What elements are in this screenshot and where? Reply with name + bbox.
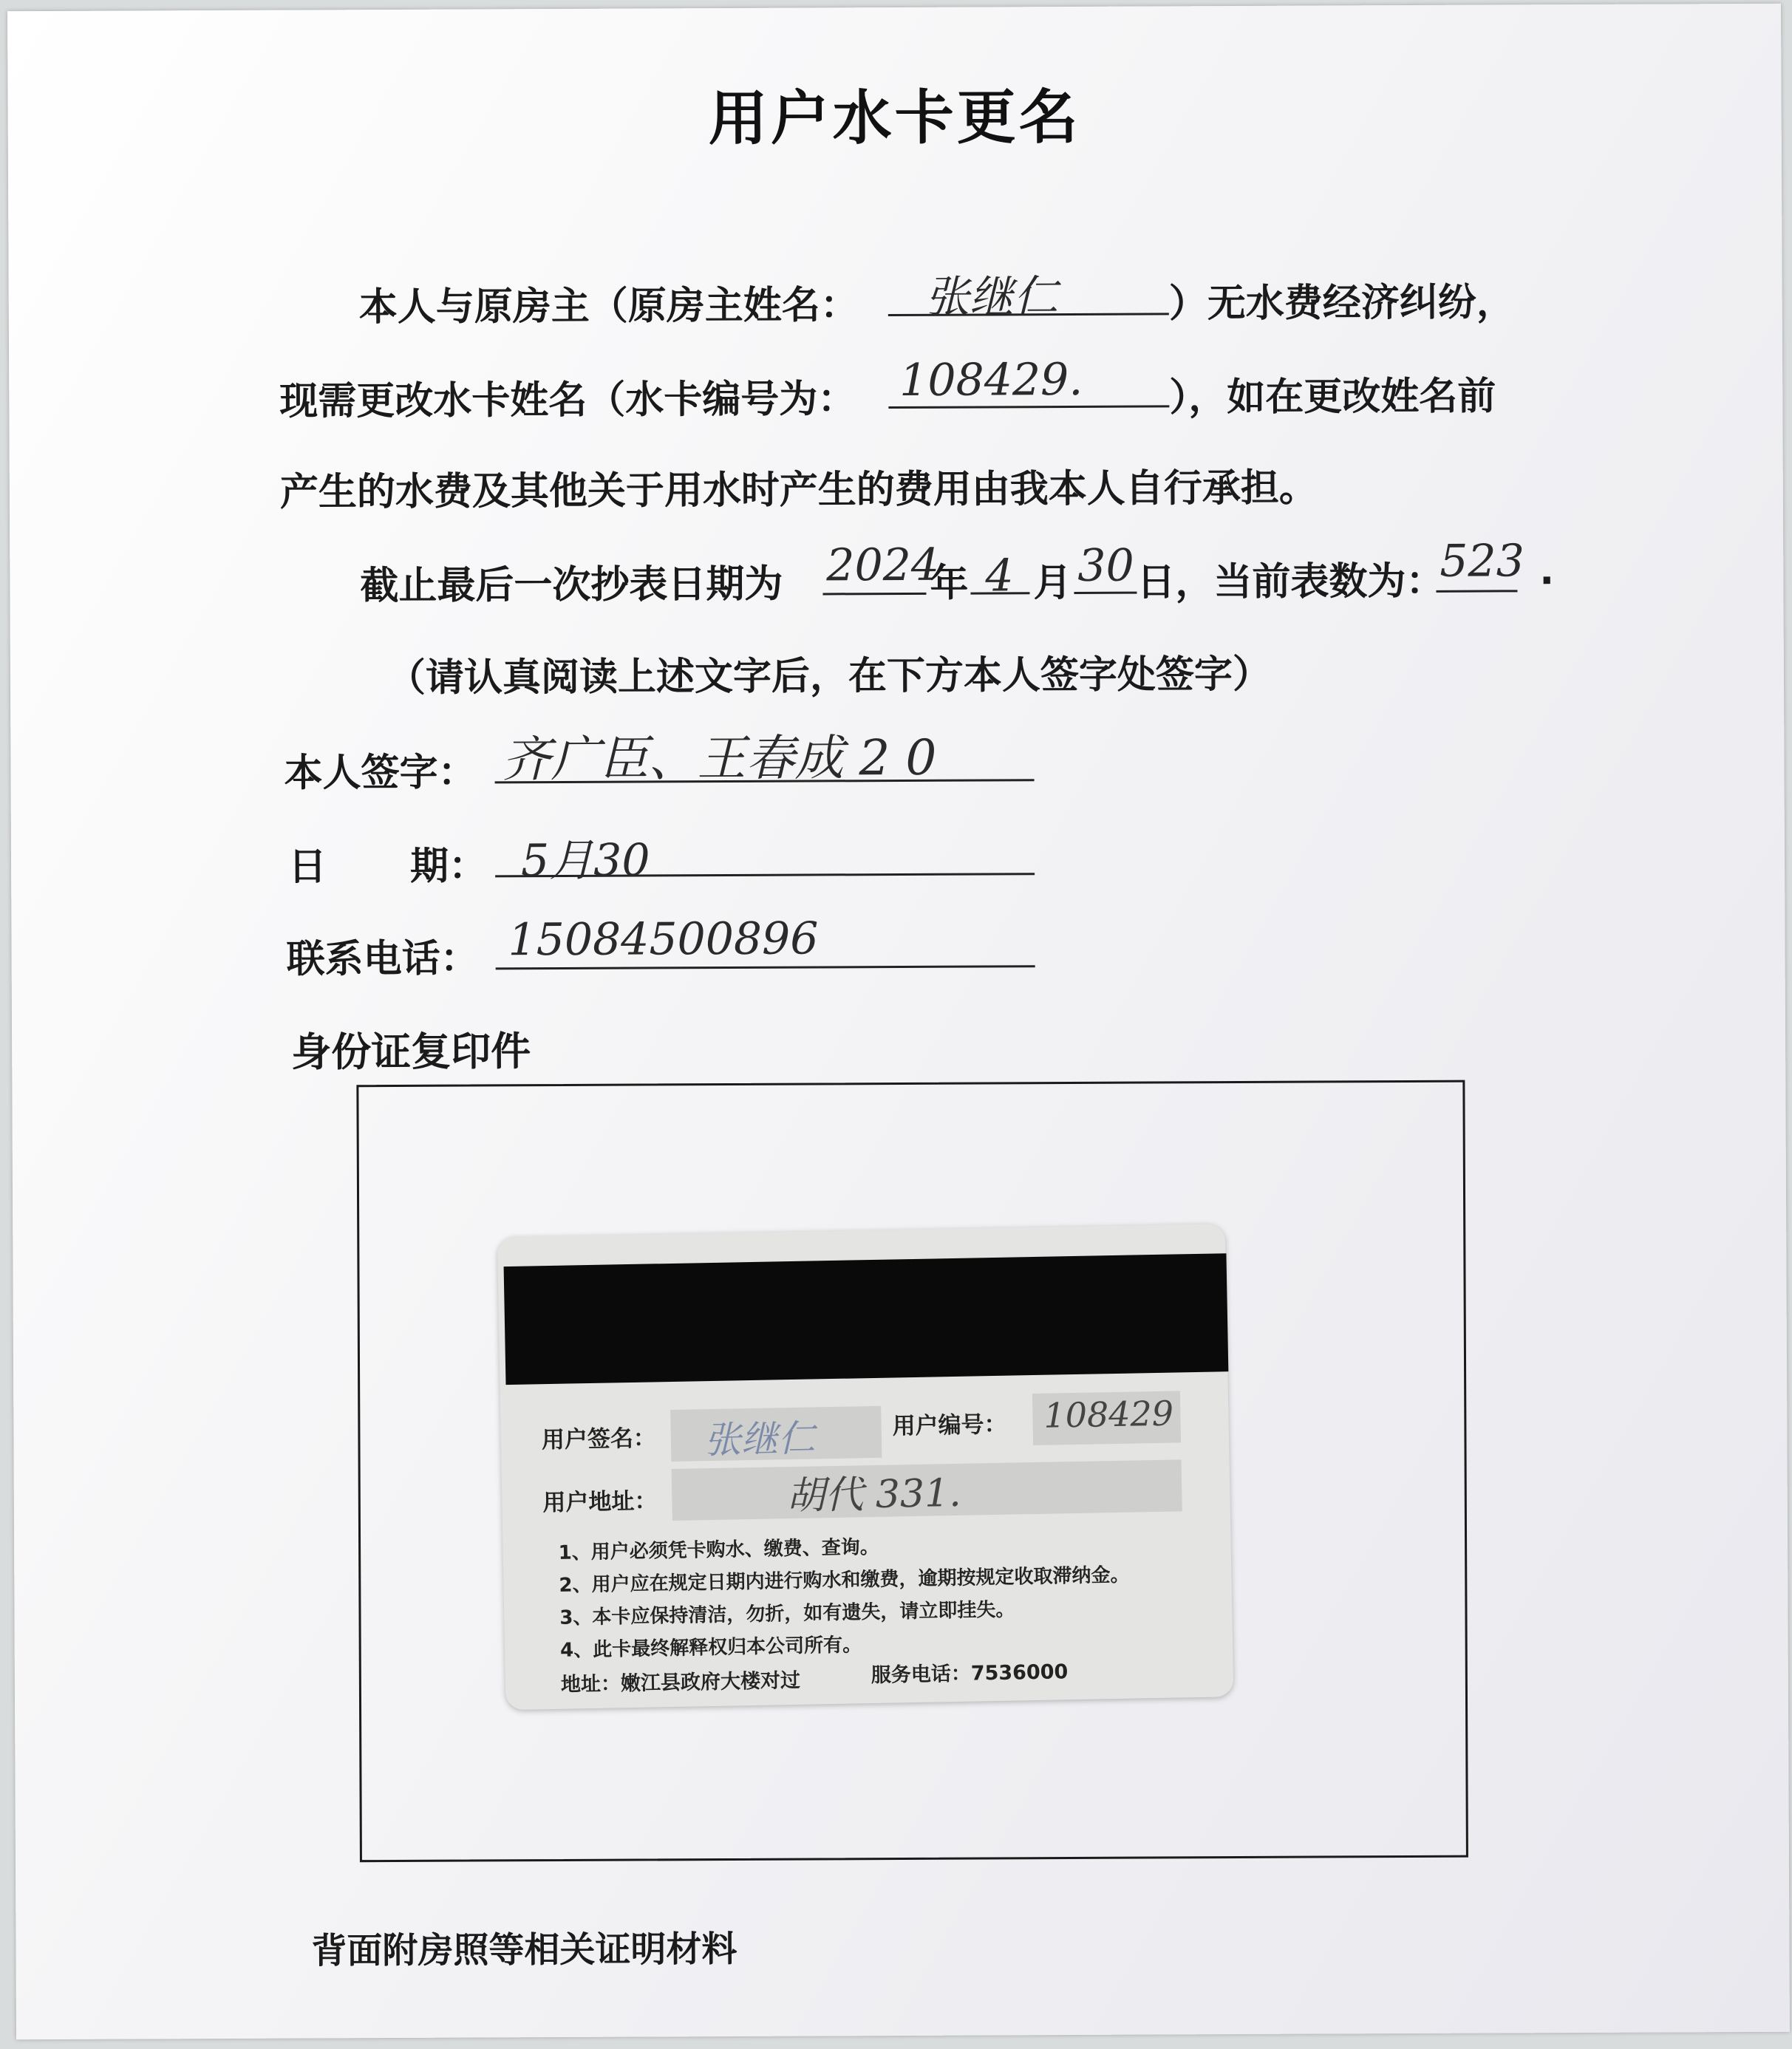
instruction-text: （请认真阅读上述文字后，在下方本人签字处签字）: [386, 652, 1272, 701]
page-title: 用户水卡更名: [708, 82, 1081, 154]
day-underline: [1074, 592, 1137, 594]
month-unit: 月: [1033, 560, 1072, 606]
magnetic-stripe: [504, 1253, 1229, 1385]
card-sign-label: 用户签名：: [541, 1425, 657, 1454]
id-copy-label: 身份证复印件: [291, 1028, 531, 1076]
water-card: [497, 1224, 1234, 1710]
reading-underline: [1436, 590, 1517, 592]
card-address-line: 地址：嫩江县政府大楼对过: [560, 1668, 801, 1697]
card-rule-1: 1、用户必须凭卡购水、缴费、查询。: [558, 1535, 879, 1564]
para2-suffix: ），如在更改姓名前: [1169, 374, 1496, 420]
para2-prefix: 现需更改水卡姓名（水卡编号为：: [279, 377, 856, 424]
card-sign-value: 张继仁: [703, 1416, 816, 1462]
card-number-value: 108429.: [899, 353, 1083, 406]
phone-label: 联系电话：: [286, 936, 479, 982]
month-value: 4: [985, 550, 1014, 602]
card-rule-4: 4、此卡最终解释权归本公司所有。: [559, 1634, 862, 1662]
year-value: 2024: [826, 539, 940, 592]
footer-note: 背面附房照等相关证明材料: [311, 1928, 737, 1972]
year-underline: [822, 593, 926, 596]
date-label-a: 日: [287, 845, 327, 890]
date-value: 5月30: [520, 834, 650, 887]
date-label-b: 期：: [409, 844, 488, 889]
year-unit: 年: [930, 561, 969, 606]
para1-prefix: 本人与原房主（原房主姓名：: [358, 283, 859, 330]
card-number-label: 用户编号：: [892, 1411, 1007, 1440]
card-rule-3: 3、本卡应保持清洁，勿折，如有遗失，请立即挂失。: [559, 1598, 1015, 1629]
para4-suffix: 日，当前表数为：: [1137, 559, 1445, 605]
card-address-label: 用户地址：: [542, 1487, 658, 1517]
phone-underline: [496, 965, 1035, 969]
para4-end: .: [1539, 549, 1555, 594]
signature-value: 齐广臣、王春成 2 0: [502, 729, 937, 788]
card-rule-2: 2、用户应在规定日期内进行购水和缴费，逾期按规定收取滞纳金。: [559, 1564, 1130, 1597]
day-value: 30: [1077, 539, 1134, 592]
para1-suffix: ）无水费经济纠纷，: [1168, 280, 1515, 327]
owner-name-value: 张继仁: [924, 271, 1058, 324]
para4-prefix: 截止最后一次抄表日期为: [360, 562, 783, 609]
card-service-line: 服务电话：7536000: [871, 1660, 1069, 1688]
signature-label: 本人签字：: [284, 750, 477, 796]
card-number-value: 108429: [1043, 1393, 1174, 1436]
card-address-value: 胡代 331.: [786, 1470, 962, 1519]
phone-value: 15084500896: [508, 913, 819, 966]
meter-reading-value: 523: [1440, 535, 1524, 587]
para3-text: 产生的水费及其他关于用水时产生的费用由我本人自行承担。: [279, 466, 1318, 515]
form-paper: [7, 4, 1790, 2039]
